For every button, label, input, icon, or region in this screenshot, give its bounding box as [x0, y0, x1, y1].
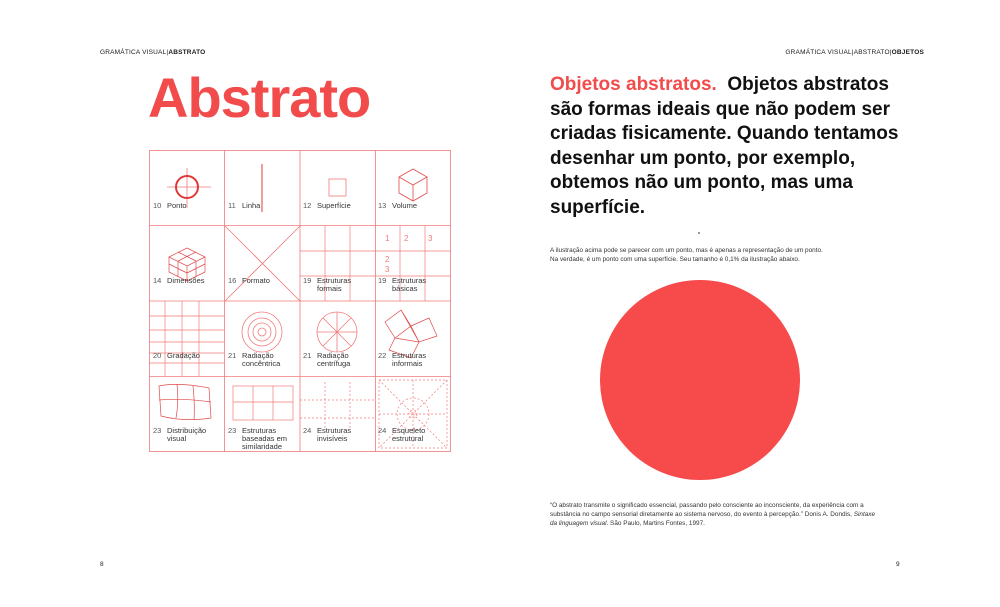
quote-publisher: . São Paulo, Martins Fontes, 1997.	[606, 519, 705, 527]
running-head-right-prefix: GRAMÁTICA VISUAL|ABSTRATO|	[785, 49, 892, 56]
superficie-icon	[329, 179, 346, 196]
gradacao-icon	[149, 301, 224, 376]
headline	[550, 73, 900, 220]
cell-number: 20	[153, 351, 162, 360]
cell-text: Gradação	[167, 351, 200, 360]
grid-digit: 3	[385, 265, 390, 274]
caption-line: Na verdade, é um ponto com uma superfície. Seu tamanho é 0,1% da ilustração abaixo.	[550, 255, 800, 263]
cell-text: Volume	[392, 201, 418, 210]
cell-number: 22	[378, 351, 387, 360]
cell-text: Estruturas básicas	[392, 276, 427, 293]
cell-label	[228, 202, 260, 210]
volume-icon	[399, 169, 427, 201]
cell-text: Dimensões	[167, 276, 205, 285]
cell-number: 19	[378, 276, 387, 285]
cell-label	[378, 202, 417, 210]
cell-label	[228, 352, 292, 368]
cell-label	[378, 427, 438, 443]
distribuicao-visual-icon	[159, 384, 211, 420]
cell-label	[153, 202, 187, 210]
cell-label	[228, 427, 296, 451]
estruturas-similaridade-icon	[233, 386, 293, 420]
cell-number: 16	[228, 276, 237, 285]
cell-text: Superfície	[317, 201, 351, 210]
cell-number: 23	[228, 426, 237, 435]
cell-number: 14	[153, 276, 162, 285]
cell-number: 21	[303, 351, 312, 360]
caption-line: A ilustração acima pode se parecer com um ponto, mas é apenas a representação de um ponto.	[550, 247, 823, 254]
cell-number: 19	[303, 276, 312, 285]
abstract-grid	[149, 150, 451, 452]
cell-number: 12	[303, 201, 312, 210]
radiacao-concentrica-icon	[242, 312, 282, 352]
grid-illustrations	[149, 150, 451, 452]
cell-text: Estruturas baseadas em similaridade	[242, 426, 288, 451]
page-number-right: 9	[896, 561, 900, 568]
cell-label	[153, 277, 205, 285]
grid-digit: 2	[404, 234, 409, 243]
cell-text: Radiação concêntrica	[242, 351, 281, 368]
cell-text: Distribuição visual	[167, 426, 207, 443]
headline-accent: Objetos abstratos.	[550, 74, 717, 95]
cell-number: 21	[228, 351, 237, 360]
formato-icon	[225, 226, 300, 301]
radiacao-centrifuga-icon	[317, 312, 357, 352]
cell-text: Linha	[242, 201, 261, 210]
cell-label	[378, 277, 438, 293]
cell-text: Radiação centrífuga	[317, 351, 351, 368]
cell-label	[303, 277, 363, 293]
cell-text: Estruturas formais	[317, 276, 352, 293]
page-title: Abstrato	[148, 66, 371, 129]
grid-digit: 3	[428, 234, 433, 243]
cell-text: Ponto	[167, 201, 187, 210]
cell-number: 24	[303, 426, 312, 435]
headline-body: Objetos abstratos são formas ideais que não podem ser criadas fisicamente. Quando tentamos desenhar um ponto, por exemplo, obtemos não um ponto, mas uma superfície.	[550, 74, 899, 218]
quote-text: “O abstrato transmite o significado essencial, passando pelo consciente ao inconsciente, da experiência com a substância no campo sensorial diretamente ao sistema nervoso, do evento à percepção.” Donis A. Dondis,	[550, 502, 864, 518]
cell-number: 23	[153, 426, 162, 435]
cell-label	[153, 352, 200, 360]
cell-number: 13	[378, 201, 387, 210]
tiny-point	[698, 232, 700, 234]
cell-text: Estruturas invisíveis	[317, 426, 352, 443]
cell-label	[303, 202, 351, 210]
cell-label	[378, 352, 438, 368]
running-head-left-bold: ABSTRATO	[168, 49, 206, 56]
cell-label	[153, 427, 219, 443]
cell-label	[303, 427, 363, 443]
grid-digits	[385, 234, 433, 274]
cell-text: Formato	[242, 276, 270, 285]
quote-book-title: Sintaxe da linguagem visual	[550, 510, 876, 527]
cell-number: 10	[153, 201, 162, 210]
quote	[550, 502, 880, 528]
estruturas-invisiveis-icon	[300, 382, 375, 430]
cell-number: 11	[228, 201, 236, 210]
running-head-left	[100, 49, 205, 56]
page-number-left: 8	[100, 561, 104, 568]
running-head-right-bold: OBJETOS	[891, 49, 924, 56]
running-head-left-prefix: GRAMÁTICA VISUAL|	[100, 49, 169, 56]
cell-number: 24	[378, 426, 387, 435]
running-head-right	[785, 49, 924, 56]
grid-digit: 2	[385, 255, 390, 264]
caption	[550, 247, 850, 265]
red-circle	[600, 280, 800, 480]
grid-digit: 1	[385, 234, 390, 243]
cell-label	[228, 277, 270, 285]
cell-text: Esqueleto estrutural	[392, 426, 426, 443]
cell-text: Estruturas informais	[392, 351, 427, 368]
cell-label	[303, 352, 367, 368]
